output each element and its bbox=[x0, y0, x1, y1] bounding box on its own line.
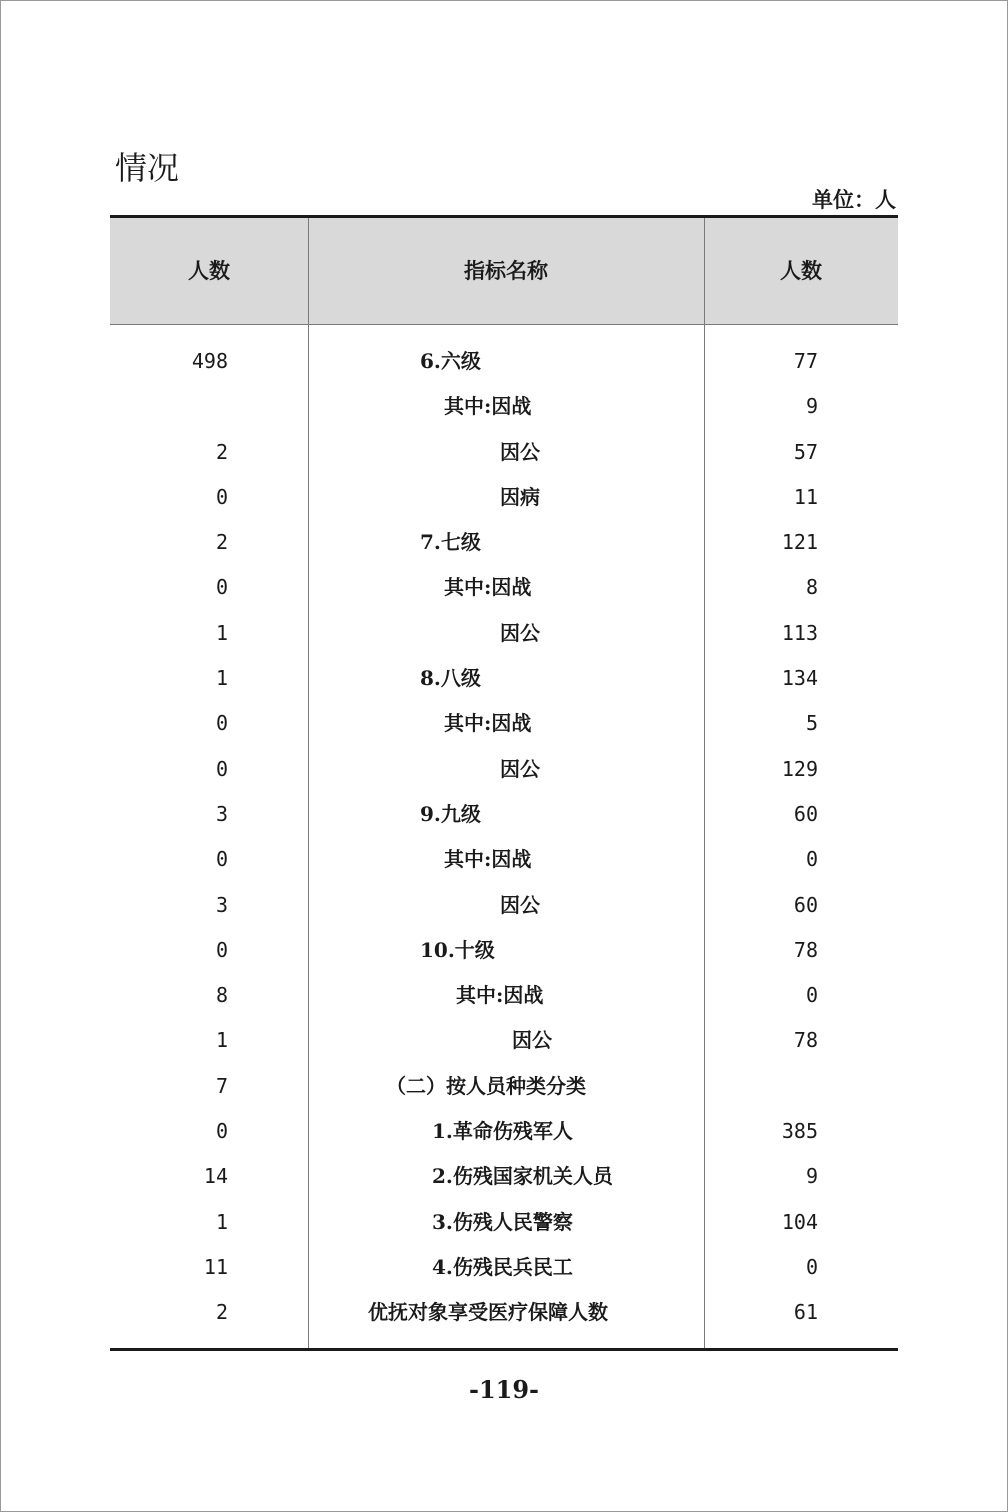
count-right-cell: 9 bbox=[805, 1164, 818, 1189]
count-left-cell: 2 bbox=[215, 530, 228, 555]
indicator-name-cell: 因病 bbox=[500, 484, 540, 509]
count-right-cell: 60 bbox=[793, 801, 818, 826]
count-right-cell: 0 bbox=[805, 847, 818, 872]
count-right-cell: 8 bbox=[805, 575, 818, 600]
count-left-cell: 0 bbox=[215, 711, 228, 736]
table-body bbox=[110, 339, 898, 1336]
indicator-name-cell: 因公 bbox=[512, 1028, 552, 1053]
indicator-name-cell: 其中:因战 bbox=[444, 575, 532, 600]
count-left-cell: 1 bbox=[215, 620, 228, 645]
indicator-name-cell: 优抚对象享受医疗保障人数 bbox=[368, 1300, 608, 1325]
indicator-name-cell: 其中:因战 bbox=[456, 983, 544, 1008]
table-bottom-rule bbox=[110, 1348, 898, 1351]
table-row bbox=[110, 1245, 898, 1290]
table-row bbox=[110, 520, 898, 565]
table-row bbox=[110, 1064, 898, 1109]
page-title: 情况 bbox=[115, 149, 180, 187]
indicator-name-cell: 9.九级 bbox=[420, 801, 481, 826]
count-left-cell: 2 bbox=[215, 439, 228, 464]
count-right-cell: 60 bbox=[793, 892, 818, 917]
table-header bbox=[110, 218, 898, 325]
table-row bbox=[110, 565, 898, 610]
count-left-cell: 0 bbox=[215, 756, 228, 781]
count-left-cell: 14 bbox=[203, 1164, 228, 1189]
count-right-cell: 61 bbox=[793, 1300, 818, 1325]
count-right-cell: 129 bbox=[781, 756, 818, 781]
indicator-name-cell: 其中:因战 bbox=[444, 394, 532, 419]
count-left-cell: 8 bbox=[215, 983, 228, 1008]
count-left-cell: 3 bbox=[215, 801, 228, 826]
count-left-cell: 0 bbox=[215, 937, 228, 962]
header-count-left: 人数 bbox=[188, 258, 230, 283]
indicator-name-cell: 1.革命伤残军人 bbox=[432, 1119, 573, 1144]
count-right-cell: 78 bbox=[793, 1028, 818, 1053]
table-row bbox=[110, 1109, 898, 1154]
count-left-cell: 7 bbox=[215, 1073, 228, 1098]
table-row bbox=[110, 1200, 898, 1245]
count-right-cell: 77 bbox=[793, 349, 818, 373]
count-left-cell: 0 bbox=[215, 1119, 228, 1144]
count-right-cell: 0 bbox=[805, 1254, 818, 1279]
indicator-name-cell: 因公 bbox=[500, 620, 540, 645]
count-left-cell: 498 bbox=[191, 349, 228, 373]
count-right-cell: 134 bbox=[781, 666, 818, 691]
indicator-name-cell: （二）按人员种类分类 bbox=[386, 1073, 586, 1098]
indicator-name-cell: 因公 bbox=[500, 756, 540, 781]
indicator-name-cell: 因公 bbox=[500, 439, 540, 464]
table-row bbox=[110, 339, 898, 384]
count-right-cell: 9 bbox=[805, 394, 818, 419]
table-row bbox=[110, 701, 898, 746]
count-left-cell: 0 bbox=[215, 575, 228, 600]
indicator-name-cell: 7.七级 bbox=[420, 530, 481, 555]
header-indicator-name: 指标名称 bbox=[464, 258, 548, 283]
table-row bbox=[110, 430, 898, 475]
table-row bbox=[110, 928, 898, 973]
indicator-name-cell: 其中:因战 bbox=[444, 711, 532, 736]
table-row bbox=[110, 475, 898, 520]
table-row bbox=[110, 837, 898, 882]
count-right-cell: 121 bbox=[781, 530, 818, 555]
count-left-cell: 1 bbox=[215, 1028, 228, 1053]
count-right-cell: 385 bbox=[781, 1119, 818, 1144]
count-right-cell: 104 bbox=[781, 1209, 818, 1234]
count-left-cell: 11 bbox=[203, 1254, 228, 1279]
indicator-name-cell: 其中:因战 bbox=[444, 847, 532, 872]
table-row bbox=[110, 792, 898, 837]
unit-label: 单位：人 bbox=[812, 187, 896, 212]
table-row bbox=[110, 1018, 898, 1063]
table-row bbox=[110, 1290, 898, 1335]
table-row bbox=[110, 611, 898, 656]
count-right-cell: 0 bbox=[805, 983, 818, 1008]
count-right-cell: 57 bbox=[793, 439, 818, 464]
count-left-cell: 0 bbox=[215, 847, 228, 872]
count-left-cell: 1 bbox=[215, 666, 228, 691]
indicator-name-cell: 4.伤残民兵民工 bbox=[432, 1254, 573, 1279]
table-row bbox=[110, 747, 898, 792]
count-right-cell: 78 bbox=[793, 937, 818, 962]
count-right-cell: 113 bbox=[781, 620, 818, 645]
indicator-name-cell: 8.八级 bbox=[420, 666, 481, 691]
indicator-name-cell: 6.六级 bbox=[420, 349, 481, 373]
count-left-cell: 3 bbox=[215, 892, 228, 917]
table-row bbox=[110, 384, 898, 429]
header-count-right: 人数 bbox=[780, 258, 822, 283]
table-row bbox=[110, 973, 898, 1018]
page-number: -119- bbox=[468, 1375, 540, 1404]
count-left-cell: 1 bbox=[215, 1209, 228, 1234]
count-left-cell: 0 bbox=[215, 484, 228, 509]
count-right-cell: 11 bbox=[793, 484, 818, 509]
indicator-name-cell: 3.伤残人民警察 bbox=[432, 1209, 573, 1234]
indicator-name-cell: 因公 bbox=[500, 892, 540, 917]
table-row bbox=[110, 1154, 898, 1199]
count-left-cell: 2 bbox=[215, 1300, 228, 1325]
table-row bbox=[110, 883, 898, 928]
table-row bbox=[110, 656, 898, 701]
count-right-cell: 5 bbox=[805, 711, 818, 736]
indicator-name-cell: 10.十级 bbox=[420, 937, 495, 962]
indicator-name-cell: 2.伤残国家机关人员 bbox=[432, 1164, 613, 1189]
